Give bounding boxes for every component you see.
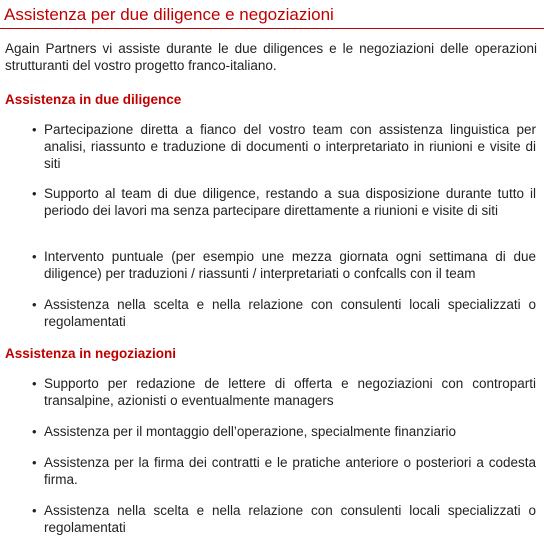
list-item-text: Assistenza nella scelta e nella relazione con consulenti locali specializzati o regolamentati [44,297,536,329]
list-item-text: Assistenza per il montaggio dell’operazione, specialmente finanziario [44,424,456,439]
bullet-icon: • [32,186,37,201]
bullet-icon: • [32,424,37,439]
list-item-text: Intervento puntuale (per esempio une mezza giornata ogni settimana di due diligence) per traduzioni / riassunti / interpretariati o confcalls con il team [44,249,536,281]
list-item [32,454,536,488]
list-item-text: Assistenza per la firma dei contratti e le pratiche anteriore o posteriori a codesta firma. [44,455,536,487]
list-item [32,121,536,172]
section-heading-negoziazioni: Assistenza in negoziazioni [5,346,177,361]
list-item-text: Assistenza nella scelta e nella relazione con consulenti locali specializzati o regolamentati [44,503,536,535]
list-item [32,296,536,330]
list-item-text: Supporto al team di due diligence, restando a sua disposizione durante tutto il periodo dei lavori ma senza partecipare direttamente a riunioni e visite di siti [44,186,536,218]
list-item [32,248,536,282]
bullet-icon: • [32,376,37,391]
page-title: Assistenza per due diligence e negoziazioni [4,5,334,24]
bullet-icon: • [32,249,37,264]
intro-paragraph: Again Partners vi assiste durante le due diligences e le negoziazioni delle operazioni strutturanti del vostro progetto franco-italiano. [5,41,537,73]
list-item [32,423,536,440]
bullet-icon: • [32,503,37,518]
section-heading-due-diligence: Assistenza in due diligence [5,92,182,107]
bullet-icon: • [32,297,37,312]
title-divider [0,28,544,29]
list-item-text: Partecipazione diretta a fianco del vostro team con assistenza linguistica per analisi, riassunto e traduzione di documenti o interpretariato in riunioni e visite di siti [44,122,536,171]
list-item [32,375,536,409]
list-item [32,185,536,219]
list-item [32,502,536,536]
list-item-text: Supporto per redazione de lettere di offerta e negoziazioni con controparti transalpine, azionisti o eventualmente managers [44,376,536,408]
bullet-icon: • [32,455,37,470]
bullet-icon: • [32,122,37,137]
